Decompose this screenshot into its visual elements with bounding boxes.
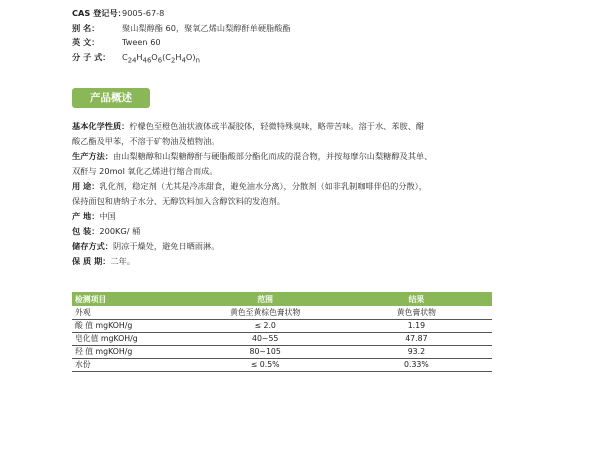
- overview-line: [72, 209, 532, 224]
- overview-text: 阴凉干燥处，避免日晒雨淋。: [112, 241, 220, 251]
- table-cell: 黄色膏状物: [341, 306, 492, 319]
- product-info: [72, 6, 291, 64]
- specification-table: [72, 292, 492, 372]
- info-label: 英 文：: [72, 37, 100, 47]
- table-cell: 黄色至黄棕色膏状物: [190, 306, 341, 319]
- overview-text: 保持面包和唐纳子水分、无醇饮料加入含醇饮料的发泡剂。: [72, 196, 285, 206]
- overview-line: [72, 149, 532, 164]
- overview-text: 酸乙酯及甲苯，不溶于矿物油及植物油。: [72, 136, 220, 146]
- table-cell: 47.87: [341, 332, 492, 345]
- table-cell: 80~105: [190, 345, 341, 358]
- column-header-range: 范围: [190, 292, 341, 306]
- overview-line: [72, 254, 532, 269]
- table-row: [72, 345, 492, 358]
- info-label: 别 名：: [72, 22, 100, 33]
- overview-label: 用 途：: [72, 181, 100, 191]
- table-row: [72, 319, 492, 332]
- info-row-english: [72, 35, 291, 50]
- table-header-row: [72, 292, 492, 306]
- overview-line: [72, 239, 532, 254]
- table-cell: 0.33%: [341, 358, 492, 371]
- info-label: CAS 登记号：: [72, 8, 126, 18]
- table-row: [72, 306, 492, 319]
- table-cell: 皂化值 mgKOH/g: [72, 332, 190, 345]
- overview-text: 乳化剂，稳定剂（尤其是冷冻甜食，避免油水分离），分散剂（如非乳制咖啡伴侣的分散），: [99, 181, 427, 191]
- info-value: Tween 60: [122, 37, 161, 47]
- info-row-cas: [72, 6, 291, 21]
- section-title: 产品概述: [72, 88, 150, 108]
- overview-label: 生产方法：: [72, 151, 113, 161]
- overview-line: [72, 119, 532, 134]
- overview-text: 柠檬色至橙色油状液体或半凝胶体，轻微特殊臭味，略带苦味。溶于水、苯胺、醋: [129, 121, 425, 131]
- overview-label: 基本化学性质：: [72, 121, 130, 131]
- info-value: 聚山梨醇酯 60，聚氧乙烯山梨醇酐单硬脂酸酯: [122, 22, 291, 33]
- overview-text: 由山梨糖醇和山梨糖醇酐与硬脂酸部分酯化而成的混合物，并按每摩尔山梨糖醇及其单、: [112, 151, 433, 161]
- table-cell: ≤ 0.5%: [190, 358, 341, 371]
- table-cell: 酸 值 mgKOH/g: [72, 319, 190, 332]
- table-row: [72, 332, 492, 345]
- info-label: 分 子 式：: [72, 51, 111, 62]
- table-cell: ≤ 2.0: [190, 319, 341, 332]
- table-cell: 93.2: [341, 345, 492, 358]
- overview-line: [72, 194, 532, 209]
- table-cell: 水份: [72, 358, 190, 371]
- table-cell: 外观: [72, 306, 190, 319]
- overview-label: 保 质 期：: [72, 256, 111, 266]
- overview-line: [72, 179, 532, 194]
- overview-text: 双酐与 20mol 氧化乙烯进行缩合而成。: [72, 166, 218, 176]
- info-value: 9005-67-8: [122, 8, 165, 18]
- table-cell: 羟 值 mgKOH/g: [72, 345, 190, 358]
- overview-text: 200KG/ 桶: [99, 226, 141, 236]
- table-cell: 1.19: [341, 319, 492, 332]
- overview-line: [72, 224, 532, 239]
- column-header-item: 检测项目: [72, 292, 190, 306]
- overview-label: 产 地：: [72, 211, 100, 221]
- info-row-formula: [72, 50, 291, 65]
- product-overview: [72, 119, 532, 269]
- overview-label: 储存方式：: [72, 241, 113, 251]
- overview-text: 二年。: [110, 256, 136, 266]
- overview-line: [72, 164, 532, 179]
- overview-label: 包 装：: [72, 226, 100, 236]
- column-header-result: 结果: [341, 292, 492, 306]
- overview-text: 中国: [99, 211, 116, 221]
- overview-line: [72, 134, 532, 149]
- formula-rendered: $C_{24}H_{46}O_6(C_2H_4O)_n$: [122, 51, 200, 65]
- info-row-alias: [72, 21, 291, 36]
- table-cell: 40~55: [190, 332, 341, 345]
- table-row: [72, 358, 492, 371]
